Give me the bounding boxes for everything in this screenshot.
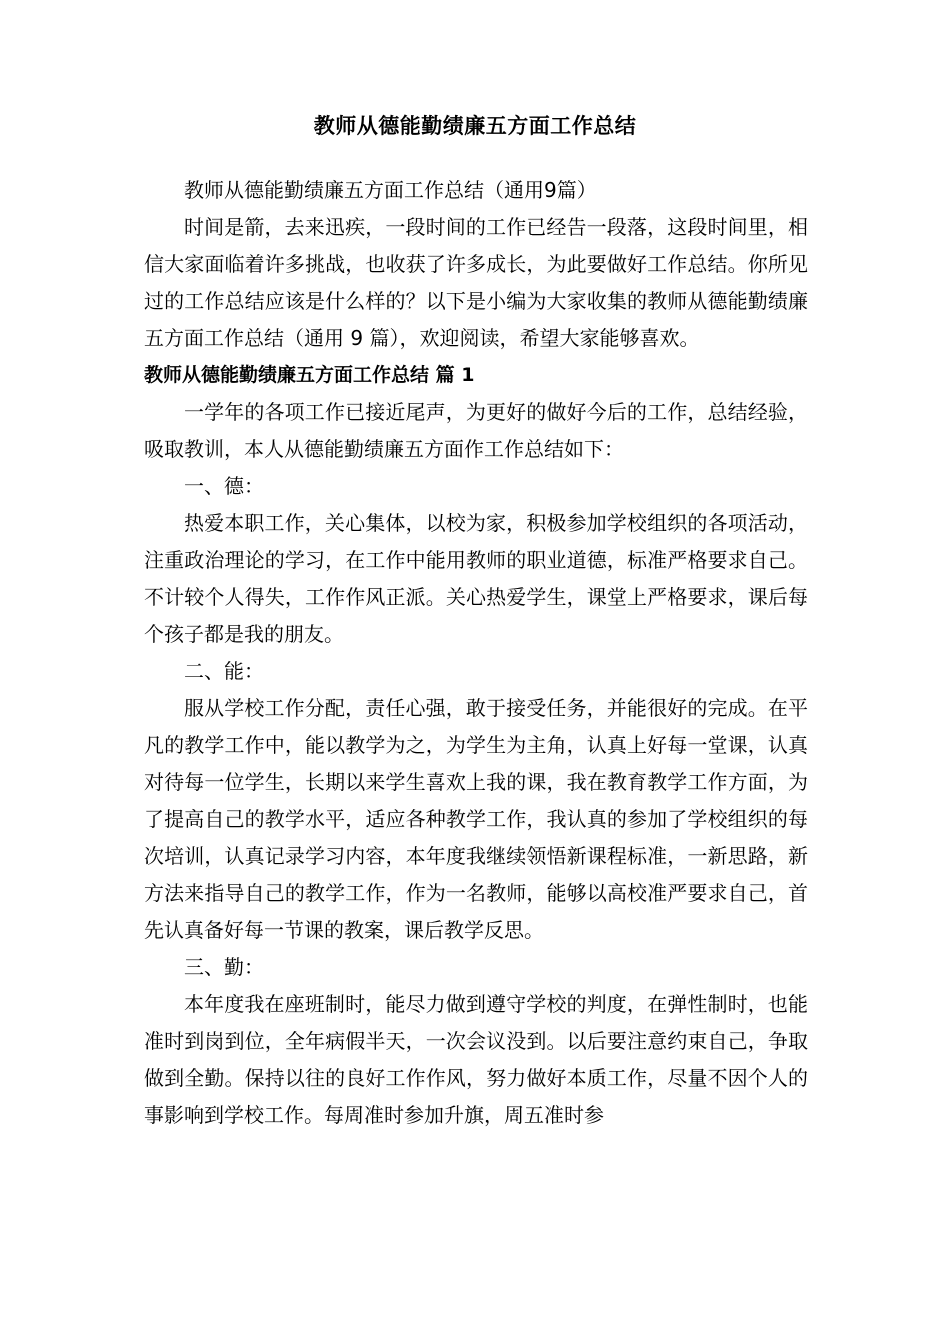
subtitle-paragraph: 教师从德能勤绩廉五方面工作总结（通用9篇） bbox=[184, 178, 597, 202]
intro-paragraph: 时间是箭，去来迅疾，一段时间的工作已经告一段落，这段时间里，相信大家面临着许多挑战，也收获了许多成长，为此要做好工作总结。你所见过的工作总结应该是什么样的？以下是小编为大家收集的教师从德能勤绩廉五方面工作总结（通用 9 篇），欢迎阅读，希望大家能够喜欢。 bbox=[144, 215, 808, 350]
body-paragraph: 热爱本职工作，关心集体，以校为家，积极参加学校组织的各项活动，注重政治理论的学习，在工作中能用教师的职业道德，标准严格要求自己。不计较个人得失，工作作风正派。关心热爱学生，课堂上严格要求，课后每个孩子都是我的朋友。 bbox=[144, 511, 808, 646]
subheading-de: 一、德： bbox=[184, 474, 264, 498]
body-paragraph: 本年度我在座班制时，能尽力做到遵守学校的判度，在弹性制时，也能准时到岗到位，全年病假半天，一次会议没到。以后要注意约束自己，争取做到全勤。保持以往的良好工作作风，努力做好本质工作，尽量不因个人的事影响到学校工作。每周准时参加升旗，周五准时参 bbox=[144, 992, 808, 1127]
document-title: 教师从德能勤绩廉五方面工作总结 bbox=[313, 114, 637, 138]
subheading-neng: 二、能： bbox=[184, 659, 264, 683]
document-body bbox=[144, 172, 808, 1134]
body-paragraph: 一学年的各项工作已接近尾声，为更好的做好今后的工作，总结经验，吸取教训，本人从德能勤绩廉五方面作工作总结如下： bbox=[144, 400, 808, 461]
section-heading: 教师从德能勤绩廉五方面工作总结 篇 1 bbox=[144, 364, 475, 386]
subheading-qin: 三、勤： bbox=[184, 955, 264, 979]
body-paragraph: 服从学校工作分配，责任心强，敢于接受任务，并能很好的完成。在平凡的教学工作中，能以教学为之，为学生为主角，认真上好每一堂课，认真对待每一位学生，长期以来学生喜欢上我的课，我在教育教学工作方面，为了提高自己的教学水平，适应各种教学工作，我认真的参加了学校组织的每次培训，认真记录学习内容，本年度我继续领悟新课程标准，一新思路，新方法来指导自己的教学工作，作为一名教师，能够以高校准严要求自己，首先认真备好每一节课的教案，课后教学反思。 bbox=[144, 696, 808, 942]
